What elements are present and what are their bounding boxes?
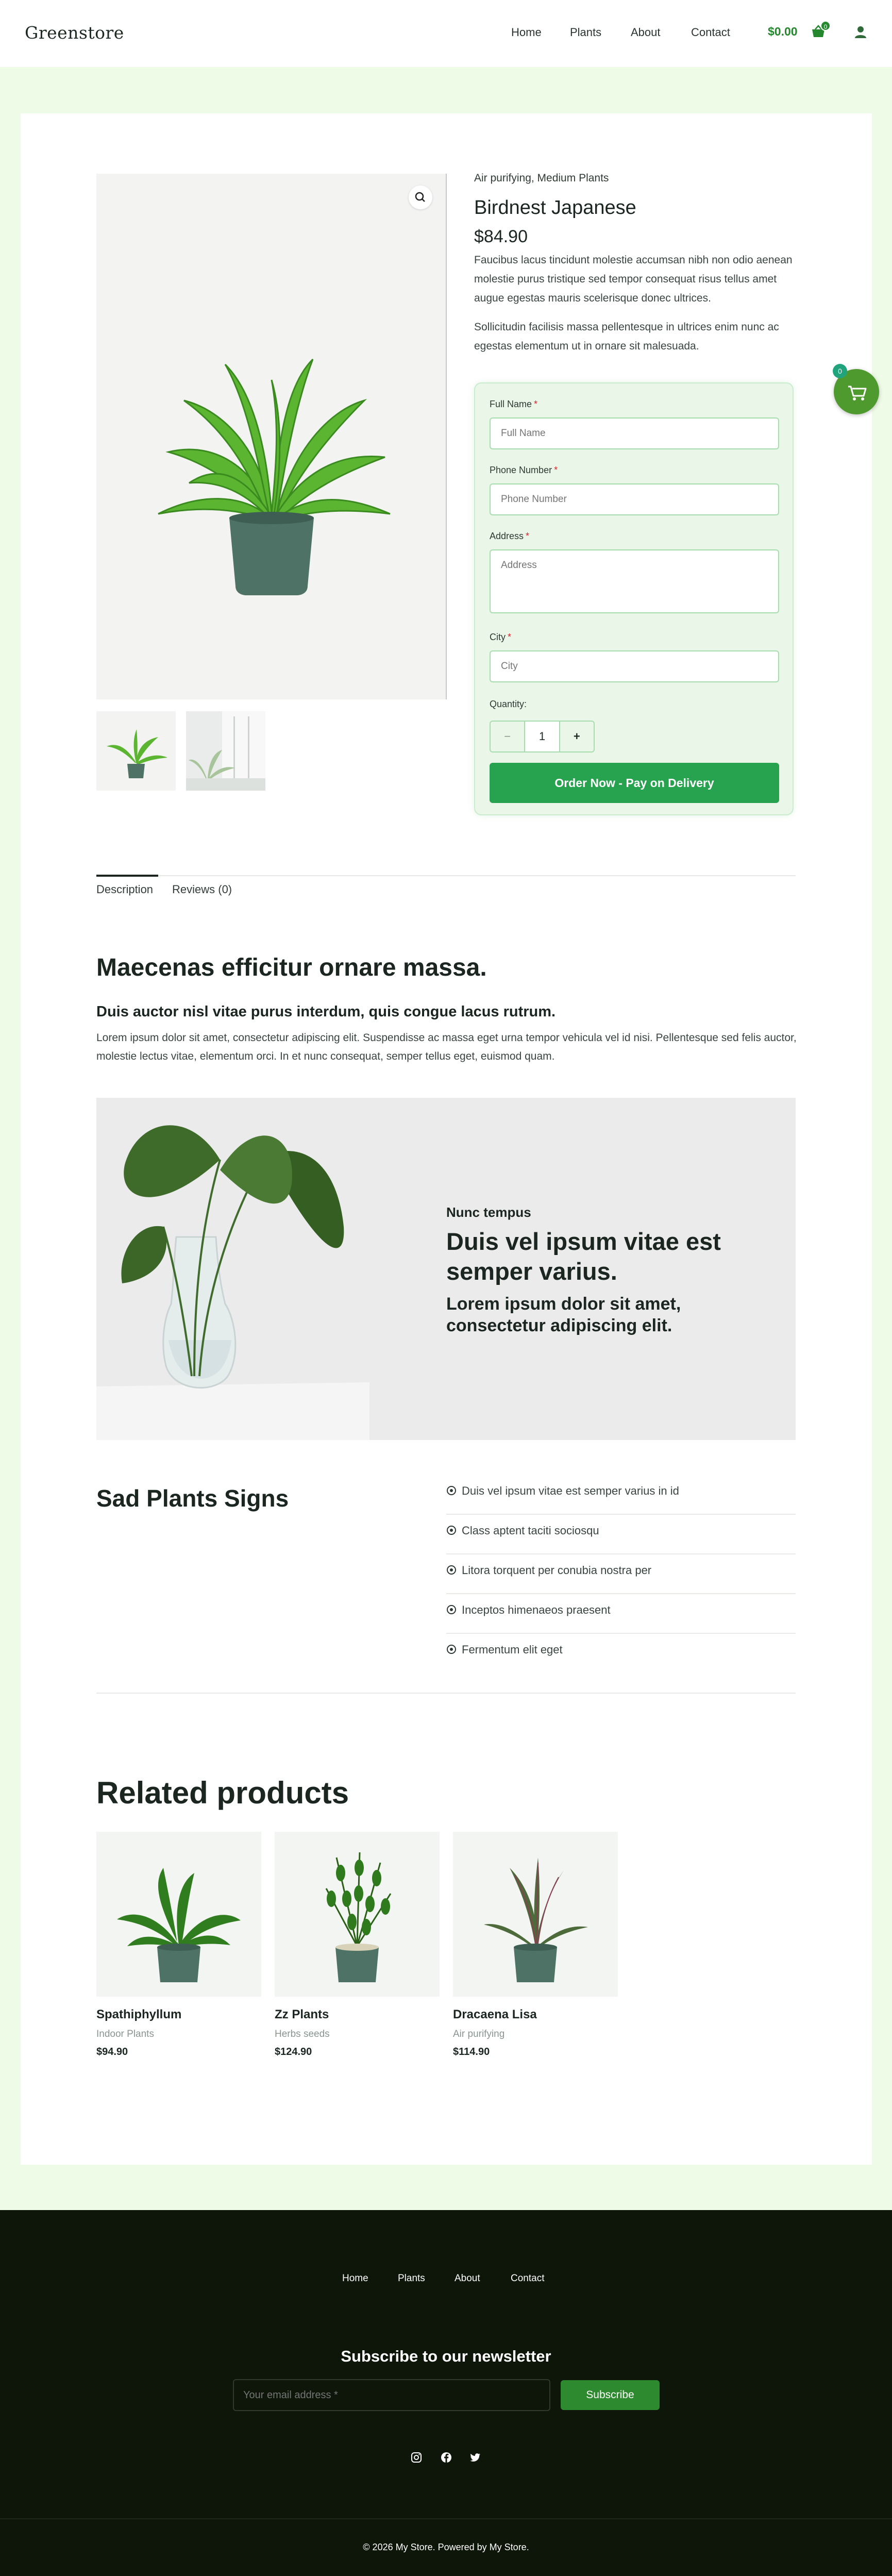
thumbnail-plant-image — [96, 711, 176, 791]
section-divider — [96, 1693, 796, 1694]
sad-plants-title: Sad Plants Signs — [96, 1485, 289, 1512]
zoom-button[interactable] — [409, 186, 432, 209]
product-category[interactable]: Indoor Plants — [96, 2029, 154, 2039]
list-item — [446, 1554, 796, 1594]
product-name[interactable]: Spathiphyllum — [96, 2008, 182, 2021]
site-header — [0, 0, 892, 67]
newsletter-email-input[interactable] — [233, 2379, 550, 2411]
nav-home[interactable]: Home — [511, 26, 542, 39]
sign-text: Fermentum elit eget — [462, 1643, 563, 1656]
circle-check-icon — [446, 1565, 457, 1575]
nav-contact[interactable]: Contact — [691, 26, 730, 39]
cart-total[interactable]: $0.00 — [768, 25, 798, 38]
phone-label: Phone Number * — [490, 465, 558, 475]
description-heading: Maecenas efficitur ornare massa. — [96, 954, 487, 981]
list-item — [446, 1515, 796, 1554]
thumbnail-2[interactable] — [186, 711, 265, 791]
city-label: City * — [490, 632, 512, 642]
sign-text: Inceptos himenaeos praesent — [462, 1603, 611, 1616]
product-category[interactable]: Herbs seeds — [275, 2029, 330, 2039]
description-body: Lorem ipsum dolor sit amet, consectetur adipiscing elit. Suspendisse ac massa eget urna tempor vehicula vel id nisi. Pellentesque sed felis auctor, molestie lectus vitae, elementum orci. In et nunc consequat, semper tellus eget, euismod quam. — [96, 1032, 797, 1062]
sign-text: Litora torquent per conubia nostra per — [462, 1564, 652, 1577]
site-logo[interactable]: Greenstore — [25, 23, 124, 43]
floating-cart-count: 0 — [833, 364, 847, 378]
product-price: $124.90 — [275, 2046, 312, 2058]
active-tab-indicator — [96, 875, 158, 877]
zz-plant-image — [275, 1832, 440, 1997]
footer-nav-home[interactable]: Home — [342, 2273, 368, 2284]
banner-kicker: Nunc tempus — [446, 1205, 531, 1220]
order-now-button[interactable]: Order Now - Pay on Delivery — [490, 763, 779, 803]
user-icon[interactable] — [853, 25, 868, 39]
sign-text: Duis vel ipsum vitae est semper varius in id — [462, 1484, 679, 1497]
quantity-decrease-button[interactable]: − — [491, 722, 525, 751]
circle-check-icon — [446, 1485, 457, 1496]
facebook-icon[interactable] — [439, 2450, 453, 2465]
list-item — [446, 1594, 796, 1634]
product-description-2: Sollicitudin facilisis massa pellentesque in ultrices enim nunc ac egestas elementum ut in ornare sit malesuada. — [474, 321, 779, 352]
product-card-image[interactable] — [275, 1832, 440, 1997]
banner-subline: Lorem ipsum dolor sit amet, consectetur adipiscing elit. — [446, 1294, 681, 1335]
tab-description[interactable]: Description — [96, 883, 154, 896]
circle-check-icon — [446, 1644, 457, 1654]
product-title: Birdnest Japanese — [474, 197, 636, 219]
magnifier-icon — [409, 186, 432, 209]
nav-about[interactable]: About — [631, 26, 661, 39]
phone-input[interactable] — [490, 483, 779, 515]
dracaena-lisa-image — [453, 1832, 618, 1997]
sign-text: Class aptent taciti sociosqu — [462, 1524, 599, 1537]
birdnest-plant-illustration — [96, 174, 447, 699]
circle-check-icon — [446, 1604, 457, 1615]
product-description-1: Faucibus lacus tincidunt molestie accumsan nibh non odio aenean molestie purus tristique sed tempor consequat risus tellus amet augue egestas mauris scelerisque donec ultrices. — [474, 254, 793, 304]
quantity-stepper — [490, 721, 595, 752]
product-card-image[interactable] — [453, 1832, 618, 1997]
tabs-divider — [96, 875, 796, 876]
city-input[interactable] — [490, 650, 779, 682]
order-form — [474, 382, 794, 815]
full-name-label: Full Name * — [490, 399, 538, 409]
address-input[interactable] — [490, 549, 779, 613]
spathiphyllum-image — [96, 1832, 261, 1997]
quantity-value[interactable]: 1 — [525, 722, 559, 751]
thumbnail-1[interactable] — [96, 711, 176, 791]
product-price: $94.90 — [96, 2046, 128, 2058]
address-label: Address * — [490, 531, 530, 541]
thumbnail-window-plant-image — [186, 711, 265, 791]
quantity-label: Quantity: — [490, 699, 527, 709]
product-name[interactable]: Zz Plants — [275, 2008, 329, 2021]
footer-nav-plants[interactable]: Plants — [398, 2273, 425, 2284]
full-name-input[interactable] — [490, 417, 779, 449]
product-price: $114.90 — [453, 2046, 490, 2058]
product-main-image[interactable] — [96, 174, 447, 699]
banner-headline: Duis vel ipsum vitae est semper varius. — [446, 1228, 721, 1285]
circle-check-icon — [446, 1525, 457, 1535]
newsletter-title: Subscribe to our newsletter — [341, 2347, 551, 2365]
quantity-increase-button[interactable]: + — [559, 722, 594, 751]
tab-reviews[interactable]: Reviews (0) — [172, 883, 232, 896]
subscribe-button[interactable]: Subscribe — [561, 2380, 660, 2410]
footer-nav-about[interactable]: About — [455, 2273, 480, 2284]
product-name[interactable]: Dracaena Lisa — [453, 2008, 537, 2021]
product-price: $84.90 — [474, 227, 528, 246]
product-card-image[interactable] — [96, 1832, 261, 1997]
product-category[interactable]: Air purifying — [453, 2029, 505, 2039]
instagram-icon[interactable] — [409, 2450, 424, 2465]
description-subheading: Duis auctor nisl vitae purus interdum, quis congue lacus rutrum. — [96, 1003, 556, 1020]
cart-count-badge: 0 — [820, 21, 831, 31]
nav-plants[interactable]: Plants — [570, 26, 602, 39]
twitter-icon[interactable] — [468, 2450, 482, 2465]
copyright-text: © 2026 My Store. Powered by My Store. — [363, 2542, 529, 2552]
footer-divider — [0, 2518, 892, 2519]
list-item — [446, 1475, 796, 1515]
product-categories[interactable]: Air purifying, Medium Plants — [474, 172, 609, 184]
list-item — [446, 1634, 796, 1674]
related-products-title: Related products — [96, 1776, 349, 1810]
footer-nav-contact[interactable]: Contact — [511, 2273, 545, 2284]
